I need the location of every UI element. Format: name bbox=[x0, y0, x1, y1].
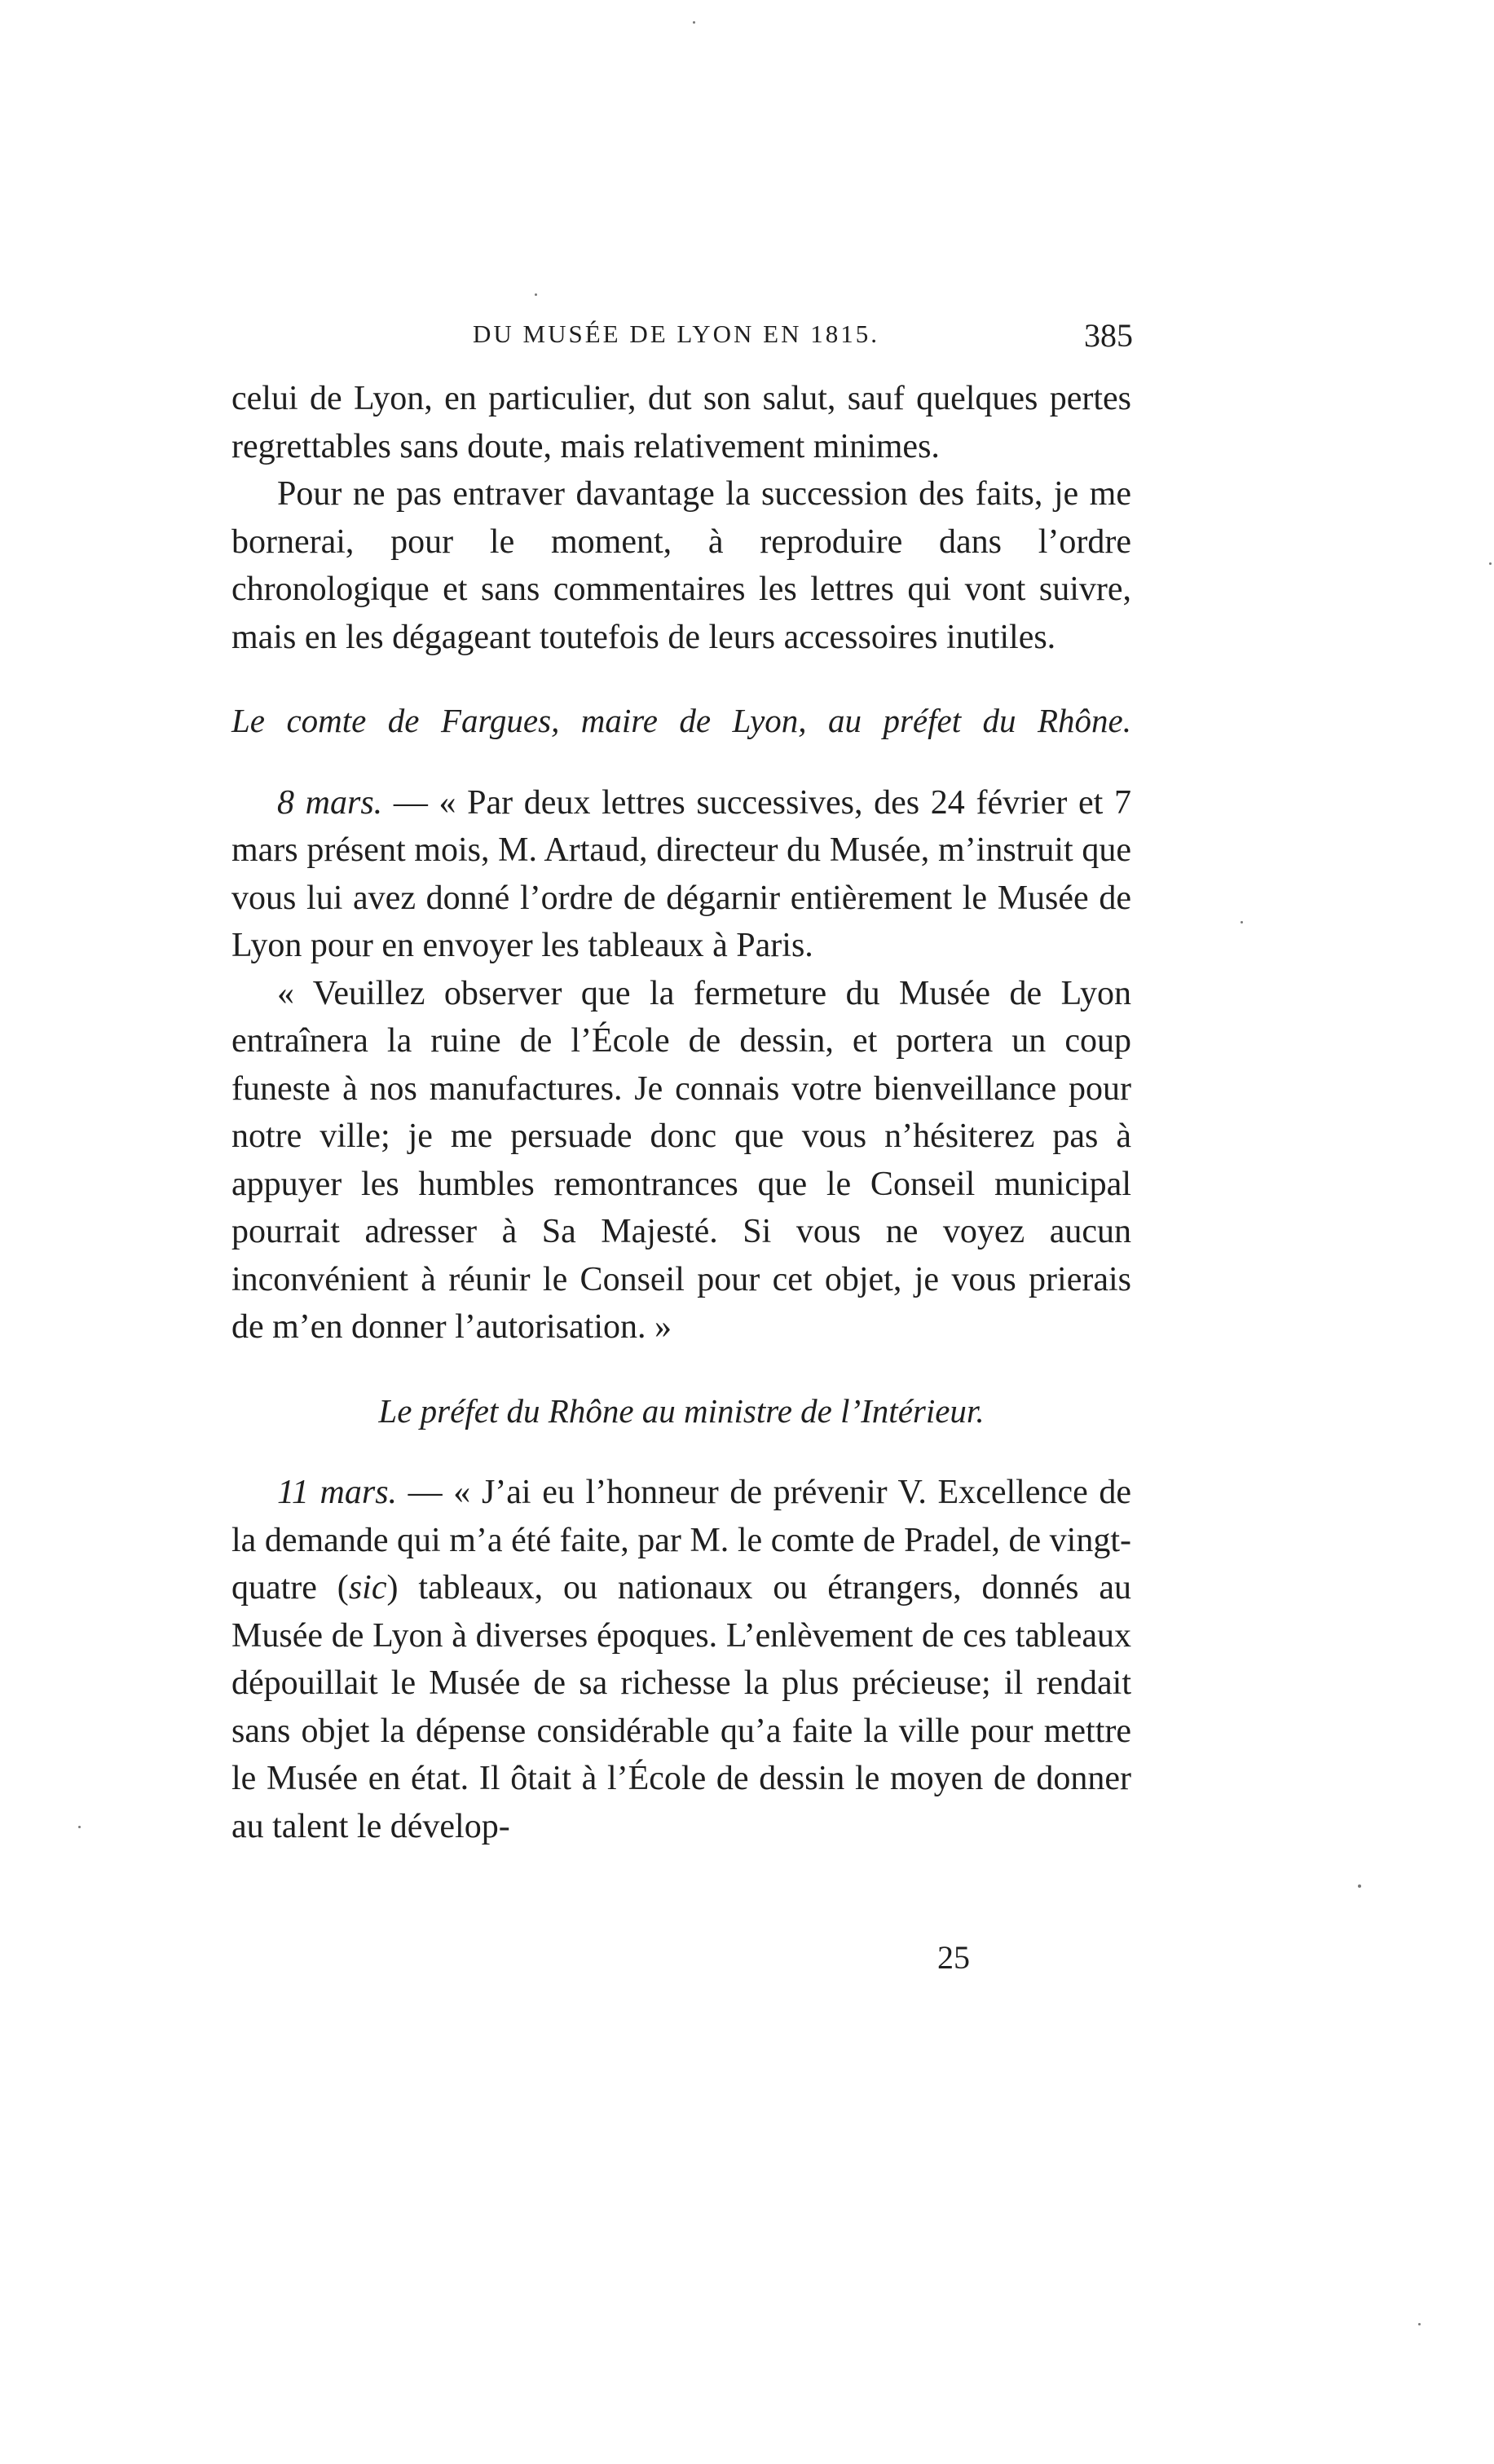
paragraph-5 bbox=[231, 1469, 1131, 1850]
letter-heading-1: Le comte de Fargues, maire de Lyon, au préfet du Rhône. bbox=[231, 702, 1131, 739]
paragraph-5-text-a: — « J’ai eu l’honneur de prévenir V. Excellence de la demande qui m’a été faite, par M. le comte de Pradel, de vingt-quatre ( bbox=[231, 1474, 1132, 1607]
paragraph-4: « Veuillez observer que la fermeture du Musée de Lyon entraînera la ruine de l’École de dessin, et portera un coup funeste à nos manufactures. Je connais votre bienveillance pour notre ville; je me persuade donc que vous n’hésiterez pas à appuyer les humbles remontrances que le Conseil municipal pourrait adresser à Sa Majesté. Si vous ne voyez aucun inconvénient à réunir le Conseil pour cet objet, je vous prierais de m’en donner l’autorisation. » bbox=[231, 974, 1131, 1346]
signature-mark: 25 bbox=[937, 1939, 970, 1976]
paragraph-1: celui de Lyon, en particulier, dut son salut, sauf quelques pertes regrettables sans doute, mais relativement minimes. bbox=[231, 380, 1131, 465]
running-header bbox=[236, 317, 1133, 368]
paper-speck bbox=[535, 293, 537, 296]
body-text bbox=[231, 375, 1131, 1850]
sic-annotation: sic bbox=[348, 1569, 387, 1607]
paper-speck bbox=[1418, 2323, 1421, 2325]
paper-speck bbox=[693, 21, 695, 24]
paper-speck bbox=[1358, 1884, 1361, 1888]
running-title: DU MUSÉE DE LYON EN 1815. bbox=[473, 320, 879, 348]
page-number: 385 bbox=[1084, 317, 1133, 354]
letter-date-2: 11 mars. bbox=[277, 1474, 398, 1511]
paper-speck bbox=[1489, 562, 1492, 565]
letter-date-1: 8 mars. bbox=[277, 783, 383, 822]
paragraph-3-text: — « Par deux lettres successives, des 24 février et 7 mars présent mois, M. Artaud, directeur du Musée, m’instruit que vous lui avez donné l’ordre de dégarnir entièrement le Musée de Lyon pour en envoyer les tableaux à Paris. bbox=[231, 783, 1131, 964]
paragraph-5-text-b: ) tableaux, ou nationaux ou étrangers, donnés au Musée de Lyon à diverses époques. L’enlèvement de ces tableaux dépouillait le Musée de sa richesse la plus précieuse; il rendait sans objet la dépense considérable qu’a faite la ville pour mettre le Musée en état. Il ôtait à l’École de dessin le moyen de donner au talent le dévelop- bbox=[231, 1569, 1131, 1845]
paragraph-3 bbox=[231, 779, 1131, 970]
paper-speck bbox=[1241, 921, 1243, 923]
paper-speck bbox=[78, 1826, 81, 1828]
letter-heading-2: Le préfet du Rhône au ministre de l’Intérieur. bbox=[378, 1391, 985, 1430]
paragraph-2: Pour ne pas entraver davantage la succession des faits, je me bornerai, pour le moment, à reproduire dans l’ordre chronologique et sans commentaires les lettres qui vont suivre, mais en les dégageant toutefois de leurs accessoires inutiles. bbox=[231, 475, 1131, 656]
